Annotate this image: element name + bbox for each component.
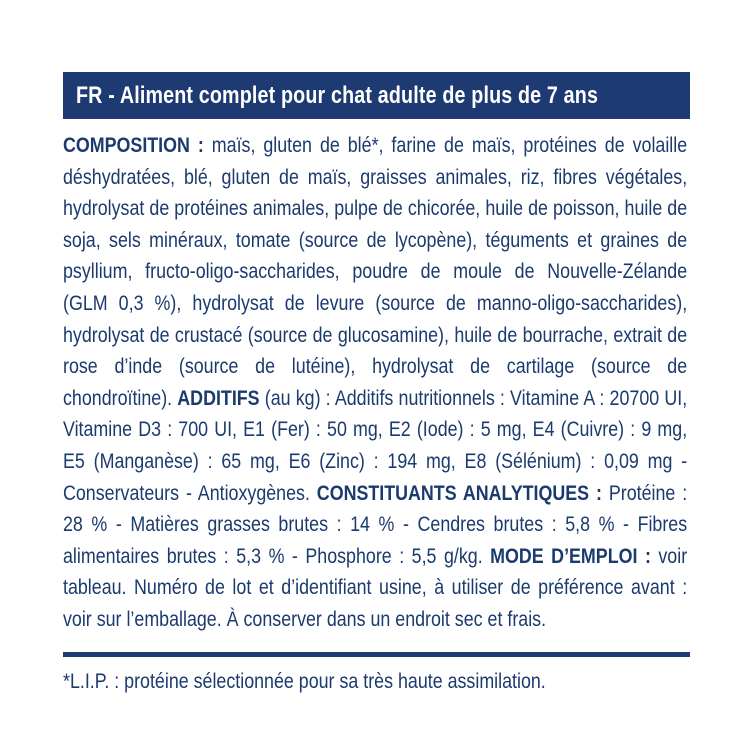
- usage-heading: MODE D’EMPLOI :: [490, 543, 651, 568]
- additives-values: (au kg) : Additifs nutritionnels : Vitamine A : 20700 UI, Vitamine D3 : 700 UI, E1 (Fer) : 50 mg, E2 (Iode) : 5 mg, E4 (Cuivre) : 9 mg, E5 (Manganèse) : 65 mg, E6 (Zinc) : 194 mg, E8 (Sélénium) : 0,09 mg - Conservateurs - Antioxygènes.: [63, 385, 688, 505]
- usage-instructions: voir tableau. Numéro de lot et d’identifiant usine, à utiliser de préférence avant : voir sur l’emballage. À conserver dans un endroit sec et frais.: [63, 543, 688, 631]
- analytical-constituents-values: Protéine : 28 % - Matières grasses brutes : 14 % - Cendres brutes : 5,8 % - Fibres alimentaires brutes : 5,3 % - Phosphore : 5,5 g/kg.: [63, 480, 688, 568]
- label-body-text: [63, 130, 687, 636]
- header-title: Aliment complet pour chat adulte de plus de 7 ans: [119, 81, 599, 109]
- footnote-divider: [63, 652, 690, 657]
- composition-ingredients: maïs, gluten de blé*, farine de maïs, protéines de volaille déshydratées, blé, gluten de maïs, graisses animales, riz, fibres végétales, hydrolysat de protéines animales, pulpe de chicorée, huile de poisson, huile de soja, sels minéraux, tomate (source de lycopène), téguments et graines de psyllium, fructo-oligo-saccharides, poudre de moule de Nouvelle-Zélande (GLM 0,3 %), hydrolysat de levure (source de manno-oligo-saccharides), hydrolysat de crustacé (source de glucosamine), huile de bourrache, extrait de rose d’inde (source de lutéine), hydrolysat de cartilage (source de chondroïtine).: [63, 133, 688, 410]
- additives-heading: ADDITIFS: [177, 385, 260, 410]
- lip-footnote: *L.I.P. : protéine sélectionnée pour sa très haute assimilation.: [63, 669, 546, 693]
- header-text: [76, 82, 598, 110]
- composition-heading: COMPOSITION :: [63, 133, 204, 157]
- analytical-constituents-heading: CONSTITUANTS ANALYTIQUES :: [316, 480, 602, 505]
- header-lang-label: FR -: [76, 81, 120, 109]
- fr-header-bar: [63, 72, 690, 119]
